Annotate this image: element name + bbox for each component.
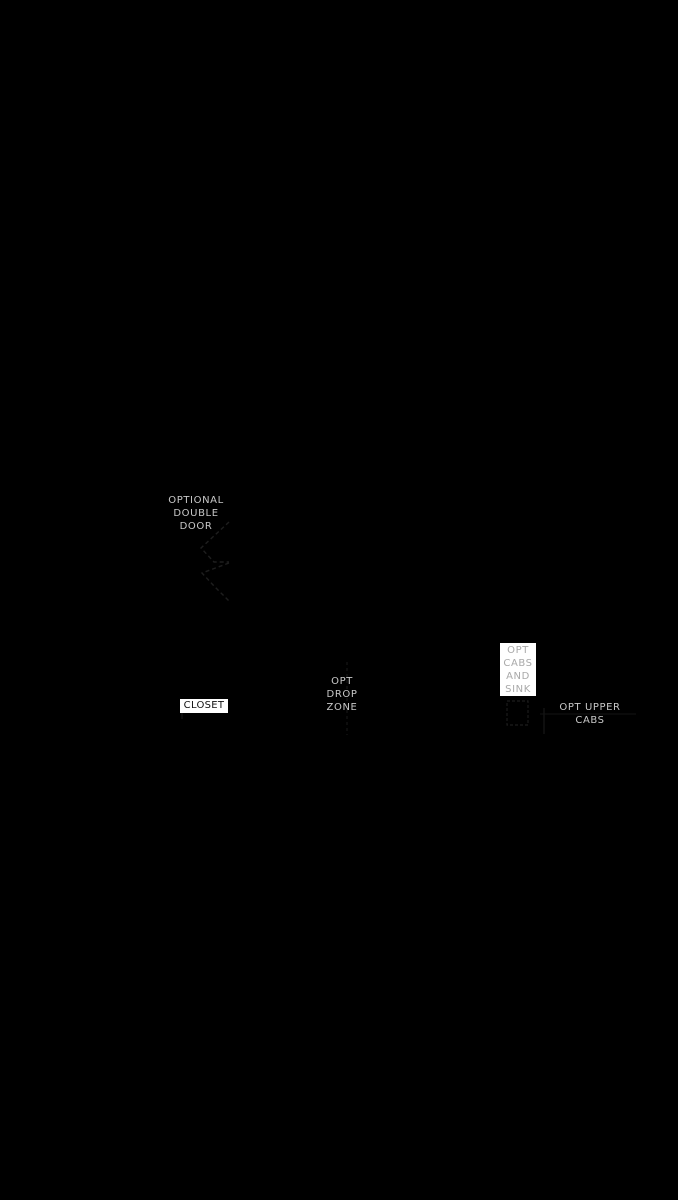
closet-label: CLOSET [180,699,228,713]
opt-drop-zone-label: OPT DROP ZONE [326,676,358,713]
opt-upper-cabs-label: OPT UPPER CABS [559,702,621,726]
optional-double-door-label: OPTIONAL DOUBLE DOOR [168,495,224,532]
opt-cabs-and-sink-label: OPT CABS AND SINK [500,643,536,696]
